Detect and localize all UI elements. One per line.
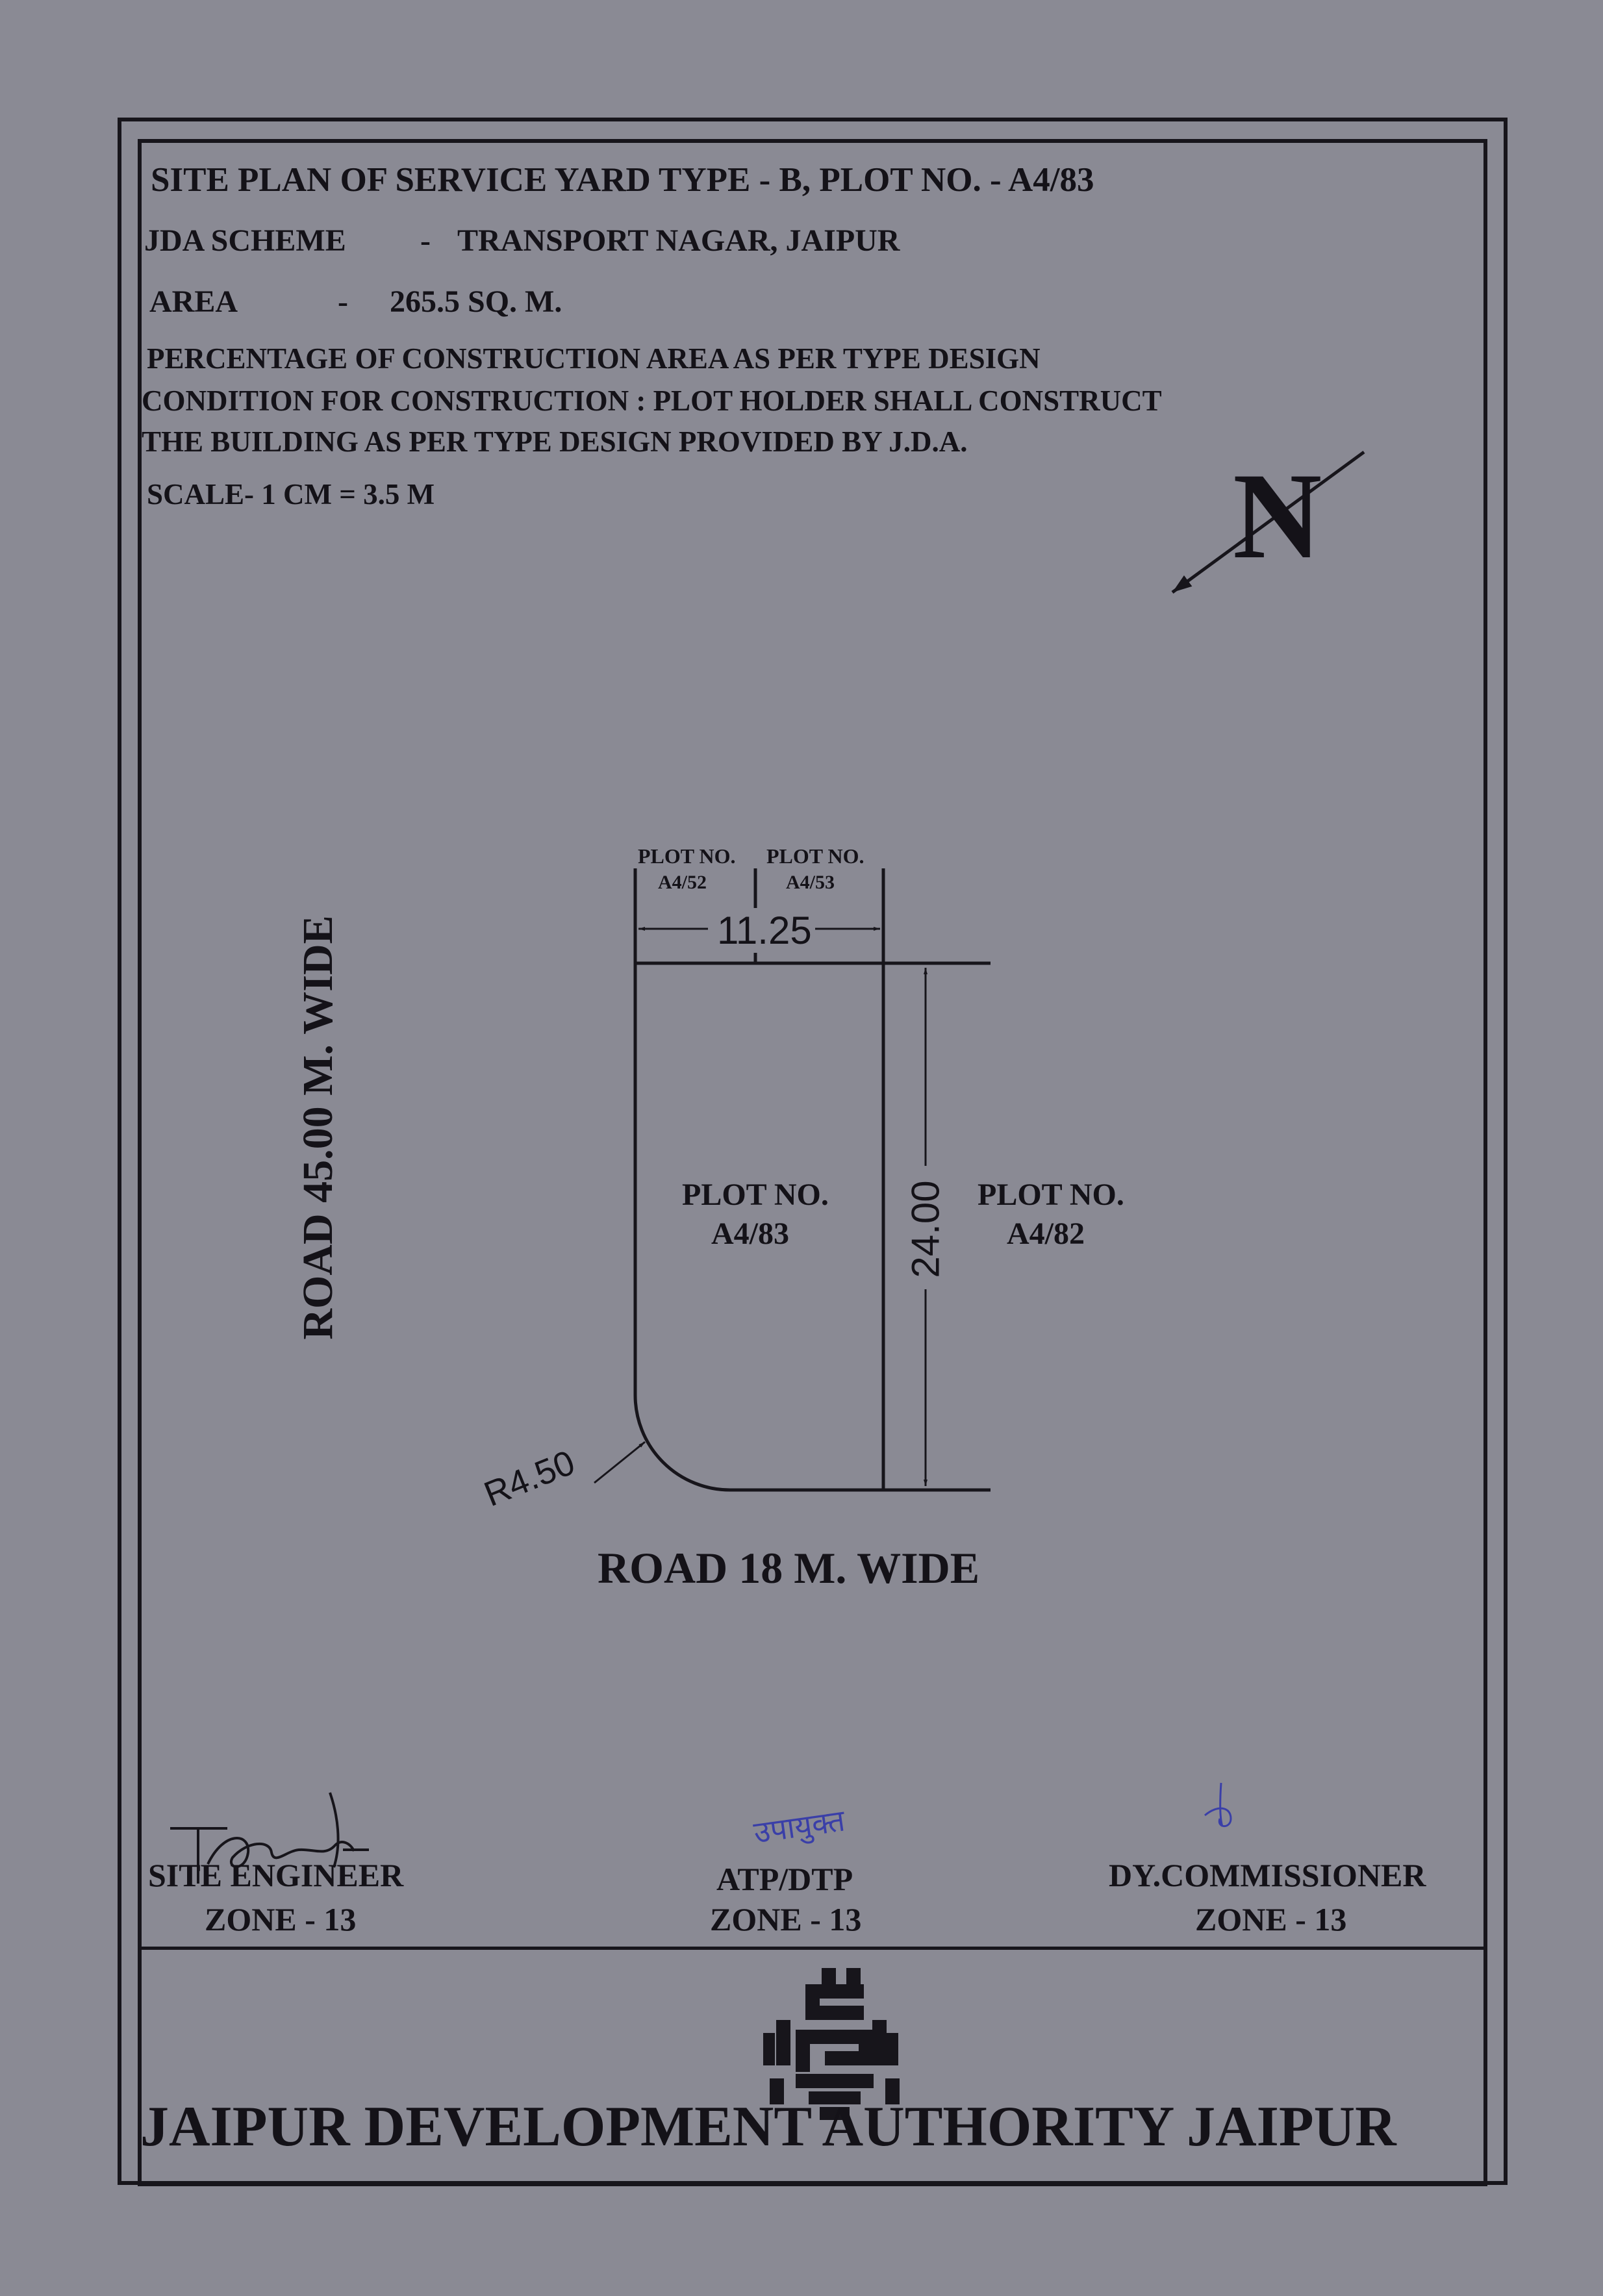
north-letter: N xyxy=(1233,448,1322,585)
scheme-value: TRANSPORT NAGAR, JAIPUR xyxy=(457,223,900,258)
dy-commissioner-initial xyxy=(1205,1783,1231,1826)
document-title: SITE PLAN OF SERVICE YARD TYPE - B, PLOT NO. - A4/83 xyxy=(151,161,1094,199)
plot-a4-53-number: A4/53 xyxy=(786,872,835,893)
scheme-label: JDA SCHEME xyxy=(144,223,346,258)
condition-line-1: CONDITION FOR CONSTRUCTION : PLOT HOLDER SHALL CONSTRUCT xyxy=(142,385,1162,417)
main-plot-label: PLOT NO. xyxy=(682,1178,829,1212)
atp-dtp-zone: ZONE - 13 xyxy=(710,1901,862,1937)
condition-line-2: THE BUILDING AS PER TYPE DESIGN PROVIDED BY J.D.A. xyxy=(142,425,968,458)
plot-a4-52-number: A4/52 xyxy=(658,872,707,893)
corner-radius-label: R4.50 xyxy=(479,1443,581,1515)
area-separator: - xyxy=(338,284,348,319)
scheme-separator: - xyxy=(420,223,431,258)
radius-leader xyxy=(594,1442,645,1483)
main-plot-number: A4/83 xyxy=(711,1217,789,1251)
height-dimension-value: 24.00 xyxy=(903,1174,948,1285)
left-road-label: ROAD 45.00 M. WIDE xyxy=(294,915,342,1340)
dy-commissioner-zone: ZONE - 13 xyxy=(1195,1901,1347,1937)
plot-a4-52-label: PLOT NO. xyxy=(638,844,736,868)
percentage-line: PERCENTAGE OF CONSTRUCTION AREA AS PER TYPE DESIGN xyxy=(147,342,1041,375)
scale-label: SCALE- 1 CM = 3.5 M xyxy=(147,478,435,511)
site-engineer-zone: ZONE - 13 xyxy=(205,1901,357,1937)
authority-name: JAIPUR DEVELOPMENT AUTHORITY JAIPUR xyxy=(140,2095,1396,2158)
area-value: 265.5 SQ. M. xyxy=(390,284,562,319)
adjacent-plot-label: PLOT NO. xyxy=(978,1178,1124,1212)
area-label: AREA xyxy=(149,284,238,319)
atp-handwritten-signature: उपायुक्त xyxy=(751,1802,848,1850)
plot-a4-53-label: PLOT NO. xyxy=(766,844,865,868)
dy-commissioner-title: DY.COMMISSIONER xyxy=(1109,1857,1426,1893)
site-engineer-title: SITE ENGINEER xyxy=(148,1857,404,1893)
bottom-road-label: ROAD 18 M. WIDE xyxy=(598,1543,980,1593)
adjacent-plot-number: A4/82 xyxy=(1007,1217,1085,1251)
width-dimension-value: 11.25 xyxy=(714,908,814,953)
atp-dtp-title: ATP/DTP xyxy=(716,1861,853,1897)
